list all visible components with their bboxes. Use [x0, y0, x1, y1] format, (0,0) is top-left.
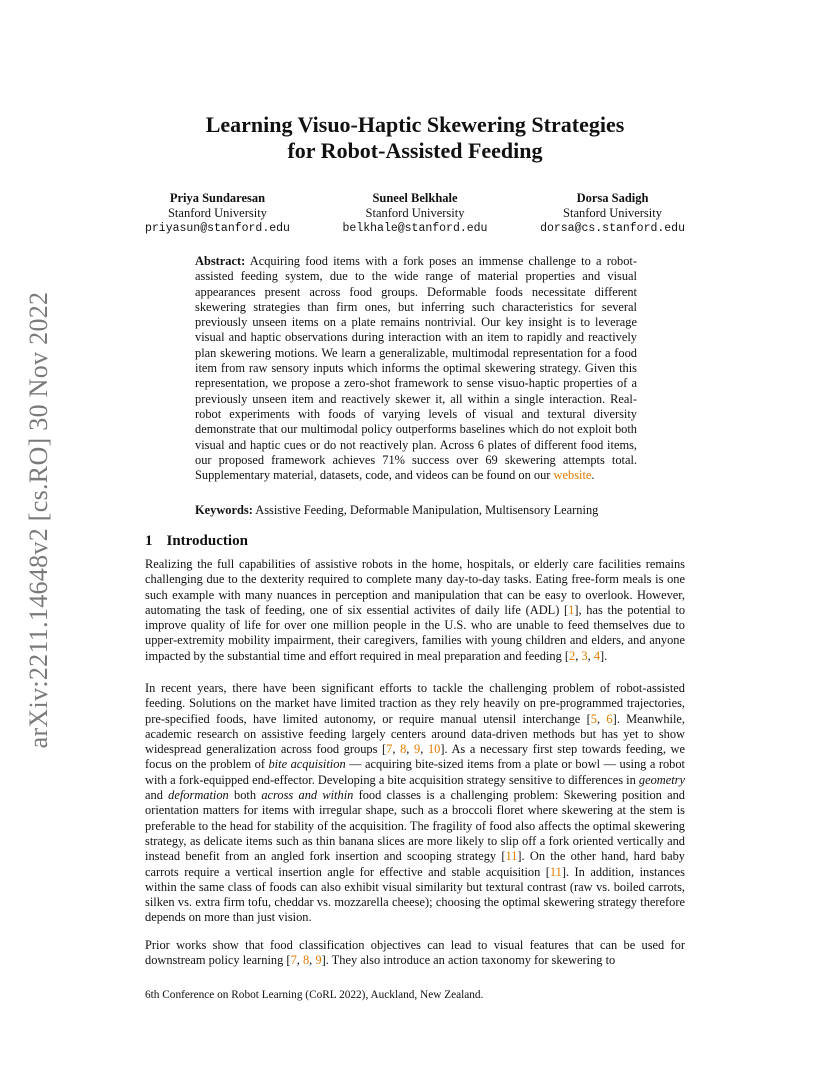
- section-heading: [145, 533, 248, 550]
- text-run: both: [228, 788, 262, 803]
- text-run: Prior works show that food classification objectives can lead to visual features that can be used for downstream policy learning [: [145, 938, 685, 968]
- title-line-1: Learning Visuo-Haptic Skewering Strategies: [205, 112, 625, 137]
- abstract: [195, 254, 637, 483]
- text-run: ,: [406, 742, 415, 757]
- citation-link[interactable]: 5: [590, 711, 597, 726]
- author-block: [343, 191, 488, 236]
- author-affiliation: Stanford University: [365, 206, 465, 220]
- abstract-text: Acquiring food items with a fork poses an immense challenge to a robot-assisted feeding system, due to the wide range of material properties and visual appearances present across food groups. Deformable foods necessitate different skewering strategies than firm ones, but inferring such characteristics for several previously unseen items on a plate remains nontrivial. Our key insight is to leverage visual and haptic observations during interaction with an item to rapidly and reactively plan skewering motions. We learn a generalizable, multimodal representation for a food item from raw sensory inputs which informs the optimal skewering strategy. Given this representation, we propose a zero-shot framework to sense visuo-haptic properties of a previously unseen item and reactively skewer it, all within a single interaction. Real-robot experiments with foods of varying levels of visual and textural diversity demonstrate that our multimodal policy outperforms baselines which do not exploit both visual and haptic cues or do not reactively plan. Across 6 plates of different food items, our proposed framework achieves 71% success over 69 skewering attempts total. Supplementary material, datasets, code, and videos can be found on our: [195, 254, 637, 483]
- text-run: and: [145, 788, 169, 803]
- author-name: Priya Sundaresan: [169, 191, 266, 205]
- text-run: Realizing the full capabilities of assistive robots in the home, hospitals, or elderly care facilities remains challenging due to the dexterity required to complete many day-to-day tasks. Eating free-form meals is one such example with many nuances in perception and manipulation that can be easy to overlook. However, automating the task of feeding, one of six essential activites of daily life (ADL) [: [145, 557, 685, 617]
- citation-link[interactable]: 9: [315, 953, 322, 968]
- text-run: ,: [296, 953, 303, 968]
- text-run: ,: [575, 648, 582, 663]
- citation-link[interactable]: 11: [549, 864, 562, 879]
- arxiv-sidebar: [0, 275, 78, 765]
- author-name: Suneel Belkhale: [372, 191, 458, 205]
- text-run: ,: [309, 953, 316, 968]
- text-run: ], has the potential to improve quality of life for over one million people in the U.S. who are unable to feed themselves due to upper-extremity mobility impairment, their caregivers, families with young children and elders, and anyone impacted by the substantial time and effort required in meal preparation and feeding [: [145, 602, 686, 663]
- conference-footer: 6th Conference on Robot Learning (CoRL 2022), Auckland, New Zealand.: [145, 989, 484, 1001]
- paragraph-1: [145, 557, 685, 664]
- citation-link[interactable]: 4: [593, 648, 601, 663]
- citation-link[interactable]: 7: [386, 742, 393, 757]
- text-run: ,: [587, 648, 594, 663]
- section-title: Introduction: [166, 533, 248, 549]
- text-run: ]. They also introduce an action taxonomy for skewering to: [321, 953, 616, 968]
- author-affiliation: Stanford University: [167, 206, 267, 220]
- paragraph-3: [145, 938, 685, 969]
- text-run: In recent years, there have been significant efforts to tackle the challenging problem of robot-assisted feeding. Solutions on the market have limited traction as they rely heavily on pre-programmed trajectories, pre-specified foods, have limited autonomy, or require manual utensil interchange [: [145, 681, 685, 726]
- author-affiliation: Stanford University: [563, 206, 662, 220]
- citation-link[interactable]: 10: [427, 742, 441, 757]
- author-email[interactable]: priyasun@stanford.edu: [145, 222, 290, 235]
- citation-link[interactable]: 9: [414, 742, 421, 757]
- website-link[interactable]: website: [553, 468, 592, 483]
- emphasis: geometry: [638, 772, 685, 787]
- author-block: [145, 191, 290, 236]
- emphasis: across and within: [261, 788, 354, 803]
- citation-link[interactable]: 1: [568, 602, 575, 617]
- arxiv-identifier: arXiv:2211.14648v2 [cs.RO] 30 Nov 2022: [24, 291, 53, 749]
- text-run: ]. As a necessary first step towards feeding, we focus on the problem of: [145, 742, 686, 772]
- citation-link[interactable]: 8: [400, 742, 407, 757]
- text-run: ]. Meanwhile, academic research on assistive feeding largely centers around data-driven methods but has yet to show widespread generalization across food groups [: [145, 711, 685, 757]
- emphasis: deformation: [168, 788, 229, 803]
- author-email[interactable]: dorsa@cs.stanford.edu: [540, 222, 685, 235]
- author-name: Dorsa Sadigh: [576, 191, 649, 205]
- section-number: 1: [145, 533, 153, 549]
- abstract-end: .: [591, 468, 595, 483]
- citation-link[interactable]: 8: [302, 953, 310, 968]
- text-run: — acquiring bite-sized items from a plate or bowl — using a robot with a fork-equipped end-effector. Developing a bite acquisition strategy sensitive to differences in: [145, 757, 686, 787]
- text-run: ]. In addition, instances within the same class of foods can also exhibit visual similarity but textural contrast (raw vs. boiled carrots, silken vs. extra firm tofu, cheddar vs. mozzarella cheese); choosing the optimal skewering strategy therefore depends on more than just vision.: [145, 864, 685, 925]
- author-email[interactable]: belkhale@stanford.edu: [342, 222, 488, 235]
- text-run: ,: [420, 742, 428, 757]
- keywords-label: Keywords:: [195, 503, 253, 517]
- paper-title: [145, 112, 685, 164]
- keywords-text: Assistive Feeding, Deformable Manipulation, Multisensory Learning: [255, 503, 599, 517]
- text-run: food classes is a challenging problem: Skewering position and orientation matters for items with irregular shape, such as a broccoli floret where skewering at the stem is preferable to the head for stability of the acquisition. The fragility of food also affects the optimal skewering strategy, as delicate items such as thin banana slices are more likely to slip off a fork oriented vertically and instead benefit from an angled fork insertion and scooping strategy [: [145, 788, 685, 864]
- text-run: ,: [596, 711, 607, 726]
- citation-link[interactable]: 7: [290, 953, 297, 968]
- text-run: ]. On the other hand, hard baby carrots require a vertical insertion angle for effective and stable acquisition [: [145, 849, 685, 879]
- author-list: [145, 191, 685, 236]
- author-block: [540, 191, 685, 236]
- abstract-label: Abstract:: [195, 254, 246, 268]
- paragraph-2: [145, 681, 685, 926]
- keywords: [195, 503, 655, 518]
- text-run: ].: [600, 648, 608, 663]
- emphasis: bite acquisition: [268, 757, 346, 772]
- text-run: ,: [392, 742, 401, 757]
- citation-link[interactable]: 6: [606, 711, 613, 726]
- citation-link[interactable]: 11: [505, 849, 518, 864]
- title-line-2: for Robot-Assisted Feeding: [287, 138, 543, 163]
- citation-link[interactable]: 3: [581, 648, 588, 663]
- citation-link[interactable]: 2: [569, 648, 576, 663]
